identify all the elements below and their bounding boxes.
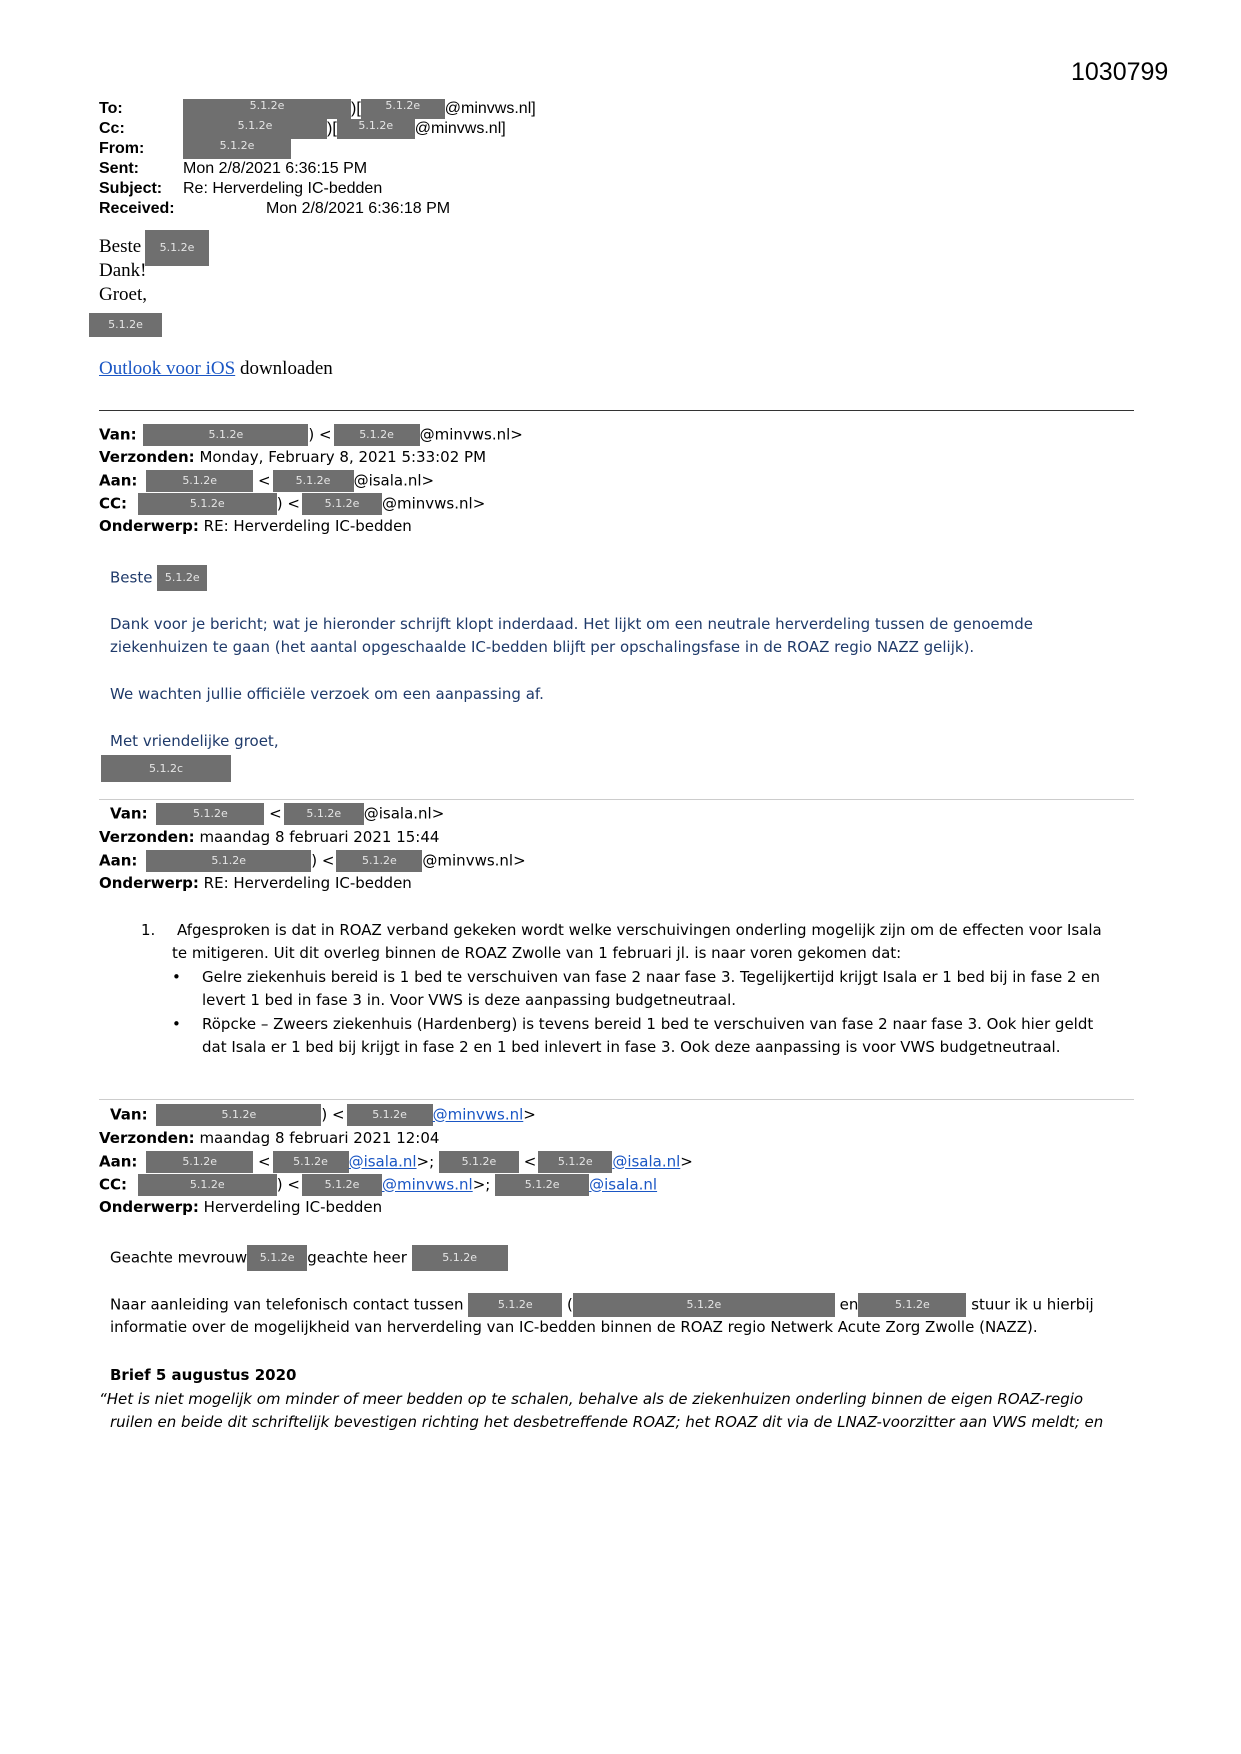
from-label: From:: [99, 140, 145, 158]
list-item-line2: te mitigeren. Uit dit overleg binnen de ROAZ Zwolle van 1 februari jl. is naar voren gekomen dat:: [172, 944, 902, 962]
redaction: 5.1.2e: [439, 1151, 519, 1173]
salutation-a: Geachte mevrouw: [110, 1248, 248, 1267]
aan-email-link-2[interactable]: @isala.nl: [612, 1152, 681, 1171]
aan-domain: @minvws.nl>: [422, 851, 526, 870]
redaction: 5.1.2e: [858, 1293, 966, 1317]
verzonden-label: Verzonden:: [99, 828, 195, 846]
email2-greeting: [110, 565, 207, 591]
van-label: Van:: [110, 804, 148, 823]
received-value: Mon 2/8/2021 6:36:18 PM: [266, 200, 451, 217]
cc-label: CC:: [99, 494, 128, 513]
brief-heading: Brief 5 augustus 2020: [110, 1366, 297, 1384]
email2-paragraph-2: We wachten jullie officiële verzoek om een aanpassing af.: [110, 685, 544, 703]
to-separator: )[: [351, 100, 361, 118]
van-label: Van:: [99, 425, 137, 444]
received-label: Received:: [99, 200, 175, 217]
email3-verzonden-row: [99, 827, 439, 847]
email4-van-row: [110, 1104, 536, 1126]
cc-label: CC:: [99, 1175, 128, 1194]
van-separator: <: [269, 804, 282, 823]
redaction: 5.1.2e: [156, 1104, 321, 1126]
aan-domain: @isala.nl>: [353, 471, 435, 490]
divider: [99, 1099, 1134, 1100]
bullet: •: [172, 968, 181, 986]
divider: [99, 410, 1134, 411]
redaction: 5.1.2e: [468, 1293, 562, 1317]
cc-email-link-1[interactable]: @minvws.nl: [382, 1175, 473, 1194]
email1-greeting: [99, 236, 141, 258]
redaction: 5.1.2e: [273, 1151, 349, 1173]
onderwerp-value: RE: Herverdeling IC-bedden: [198, 874, 412, 892]
van-separator: ) <: [321, 1105, 345, 1124]
redaction: 5.1.2e: [138, 1174, 277, 1196]
aan-close: >: [680, 1152, 693, 1171]
redaction: 5.1.2e: [89, 313, 162, 337]
redaction: 5.1.2e: [273, 470, 354, 492]
onderwerp-label: Onderwerp:: [99, 874, 199, 892]
email1-line-groet: Groet,: [99, 284, 148, 305]
redaction: 5.1.2e: [302, 493, 382, 515]
redaction: 5.1.2e: [183, 139, 291, 159]
redaction: 5.1.2e: [156, 803, 264, 825]
link-suffix: downloaden: [235, 358, 333, 379]
email4-paragraph-line1: [110, 1293, 1094, 1317]
cc-domain: @minvws.nl>: [382, 494, 486, 513]
email1-to-row: [99, 99, 536, 119]
subject-value: Re: Herverdeling IC-bedden: [183, 180, 383, 197]
to-domain: @minvws.nl]: [444, 100, 536, 118]
redaction: 5.1.2e: [284, 803, 364, 825]
list-item-number: 1.: [141, 921, 156, 939]
verzonden-value: maandag 8 februari 2021 12:04: [194, 1129, 440, 1147]
redaction: 5.1.2e: [183, 119, 327, 139]
email1-sent-row: [99, 159, 367, 179]
email4-aan-row: [99, 1151, 693, 1173]
cc-label: Cc:: [99, 120, 125, 138]
onderwerp-value: Herverdeling IC-bedden: [198, 1198, 383, 1216]
email1-received-row: [99, 199, 450, 219]
email2-onderwerp-row: [99, 516, 412, 536]
redaction: 5.1.2e: [143, 424, 308, 446]
email2-paragraph-line2: ziekenhuizen te gaan (het aantal opgeschaalde IC-bedden blijft per opschalingsfase in de ROAZ regio NAZZ gelijk).: [110, 638, 975, 656]
email4-verzonden-row: [99, 1128, 439, 1148]
cc-separator: ) <: [276, 1175, 300, 1194]
cc-mid: >;: [472, 1175, 491, 1194]
bullet2-line1: Röpcke – Zweers ziekenhuis (Hardenberg) is tevens bereid 1 bed te verschuiven van fase 2 naar fase 3. Ook hier geldt: [202, 1015, 1094, 1033]
cc-domain: @minvws.nl]: [414, 120, 506, 138]
redaction: 5.1.2e: [247, 1245, 307, 1271]
email1-cc-row: [99, 119, 506, 139]
redaction: 5.1.2e: [361, 99, 445, 119]
redaction: 5.1.2e: [538, 1151, 612, 1173]
email2-paragraph-line1: Dank voor je bericht; wat je hieronder schrijft klopt inderdaad. Het lijkt om een neutrale herverdeling tussen de genoemde: [110, 615, 1033, 633]
van-label: Van:: [110, 1105, 148, 1124]
redaction: 5.1.2c: [101, 755, 231, 782]
bullet: •: [172, 1015, 181, 1033]
van-domain: @isala.nl>: [363, 804, 445, 823]
greeting-text: Beste: [110, 568, 153, 587]
verzonden-label: Verzonden:: [99, 1129, 195, 1147]
email4-onderwerp-row: [99, 1197, 382, 1217]
email1-subject-row: [99, 179, 382, 199]
quote-line2: ruilen en beide dit schriftelijk bevestigen richting het desbetreffende ROAZ; het ROAZ dit via de LNAZ-voorzitter aan VWS meldt; en: [110, 1413, 1104, 1431]
aan-label: Aan:: [99, 471, 138, 490]
aan-label: Aan:: [99, 1152, 138, 1171]
onderwerp-label: Onderwerp:: [99, 1198, 199, 1216]
redaction: 5.1.2e: [183, 99, 351, 119]
email3-aan-row: [99, 850, 526, 872]
redaction: 5.1.2e: [334, 424, 420, 446]
email2-closing: Met vriendelijke groet,: [110, 732, 279, 750]
aan-separator: ) <: [311, 851, 335, 870]
redaction: 5.1.2e: [146, 850, 311, 872]
redaction: 5.1.2e: [145, 230, 209, 266]
email1-outlook-link-row: [99, 358, 333, 380]
redaction: 5.1.2e: [138, 493, 277, 515]
van-close: >: [523, 1105, 536, 1124]
email1-from-row: [99, 139, 291, 159]
onderwerp-label: Onderwerp:: [99, 517, 199, 535]
sent-value: Mon 2/8/2021 6:36:15 PM: [183, 160, 368, 177]
bullet1-line1: Gelre ziekenhuis bereid is 1 bed te verschuiven van fase 2 naar fase 3. Tegelijkertijd krijgt Isala er 1 bed bij in fase 2 en: [202, 968, 1101, 986]
email1-line-dank: Dank!: [99, 260, 147, 281]
email3-van-row: [110, 803, 444, 825]
paragraph-text-b: stuur ik u hierbij: [971, 1295, 1094, 1314]
aan-separator: <: [257, 471, 271, 490]
verzonden-label: Verzonden:: [99, 448, 195, 466]
van-separator: ) <: [308, 425, 332, 444]
email2-verzonden-row: [99, 447, 486, 467]
cc-separator: ) <: [276, 494, 300, 513]
verzonden-value: Monday, February 8, 2021 5:33:02 PM: [194, 448, 487, 466]
redaction: 5.1.2e: [336, 850, 422, 872]
quote-line1: “Het is niet mogelijk om minder of meer bedden op te schalen, behalve als de ziekenhuizen onderling binnen de eigen ROAZ-regio: [99, 1390, 1084, 1408]
paragraph-en: en: [839, 1295, 859, 1314]
redaction: 5.1.2e: [573, 1293, 835, 1317]
to-label: To:: [99, 100, 123, 118]
onderwerp-value: RE: Herverdeling IC-bedden: [198, 517, 412, 535]
outlook-ios-link[interactable]: Outlook voor iOS: [99, 358, 236, 379]
paragraph-paren: (: [567, 1295, 573, 1314]
bullet2-line2: dat Isala er 1 bed bij krijgt in fase 2 en 1 bed inlevert in fase 3. Ook deze aanpassing is voor VWS budgetneutraal.: [202, 1038, 1061, 1056]
redaction: 5.1.2e: [347, 1104, 433, 1126]
email3-onderwerp-row: [99, 873, 412, 893]
verzonden-value: maandag 8 februari 2021 15:44: [194, 828, 440, 846]
greeting-text: Beste: [99, 236, 142, 257]
redaction: 5.1.2e: [412, 1245, 508, 1271]
aan-email-link-1[interactable]: @isala.nl: [348, 1152, 417, 1171]
divider: [99, 799, 1134, 800]
van-email-link[interactable]: @minvws.nl: [432, 1105, 524, 1124]
salutation-b: geachte heer: [307, 1248, 407, 1267]
email4-cc-row: [99, 1174, 657, 1196]
aan-label: Aan:: [99, 851, 138, 870]
sent-label: Sent:: [99, 160, 139, 177]
email2-cc-row: [99, 493, 485, 515]
redaction: 5.1.2e: [146, 470, 253, 492]
aan-mid: >;: [416, 1152, 435, 1171]
list-item-line1: Afgesproken is dat in ROAZ verband gekeken wordt welke verschuivingen onderling mogelijk zijn om de effecten voor Isala: [177, 921, 1102, 939]
subject-label: Subject:: [99, 180, 163, 197]
email2-aan-row: [99, 470, 434, 492]
redaction: 5.1.2e: [337, 119, 415, 139]
email4-salutation: [110, 1245, 508, 1271]
aan-separator: <: [257, 1152, 271, 1171]
cc-email-link-2[interactable]: @isala.nl: [589, 1175, 658, 1194]
redaction: 5.1.2e: [495, 1174, 589, 1196]
van-domain: @minvws.nl>: [419, 425, 523, 444]
email2-van-row: [99, 424, 523, 446]
bullet1-line2: levert 1 bed in fase 3 in. Voor VWS is deze aanpassing budgetneutraal.: [202, 991, 737, 1009]
redaction: 5.1.2e: [157, 565, 207, 591]
aan-separator-2: <: [523, 1152, 537, 1171]
paragraph-text-a: Naar aanleiding van telefonisch contact tussen: [110, 1295, 464, 1314]
cc-separator: )[: [327, 120, 337, 138]
document-number: 1030799: [1071, 58, 1169, 86]
redaction: 5.1.2e: [146, 1151, 253, 1173]
email4-paragraph-line2: informatie over de mogelijkheid van herverdeling van IC-bedden binnen de ROAZ regio Netwerk Acute Zorg Zwolle (NAZZ).: [110, 1318, 1038, 1336]
redaction: 5.1.2e: [302, 1174, 382, 1196]
